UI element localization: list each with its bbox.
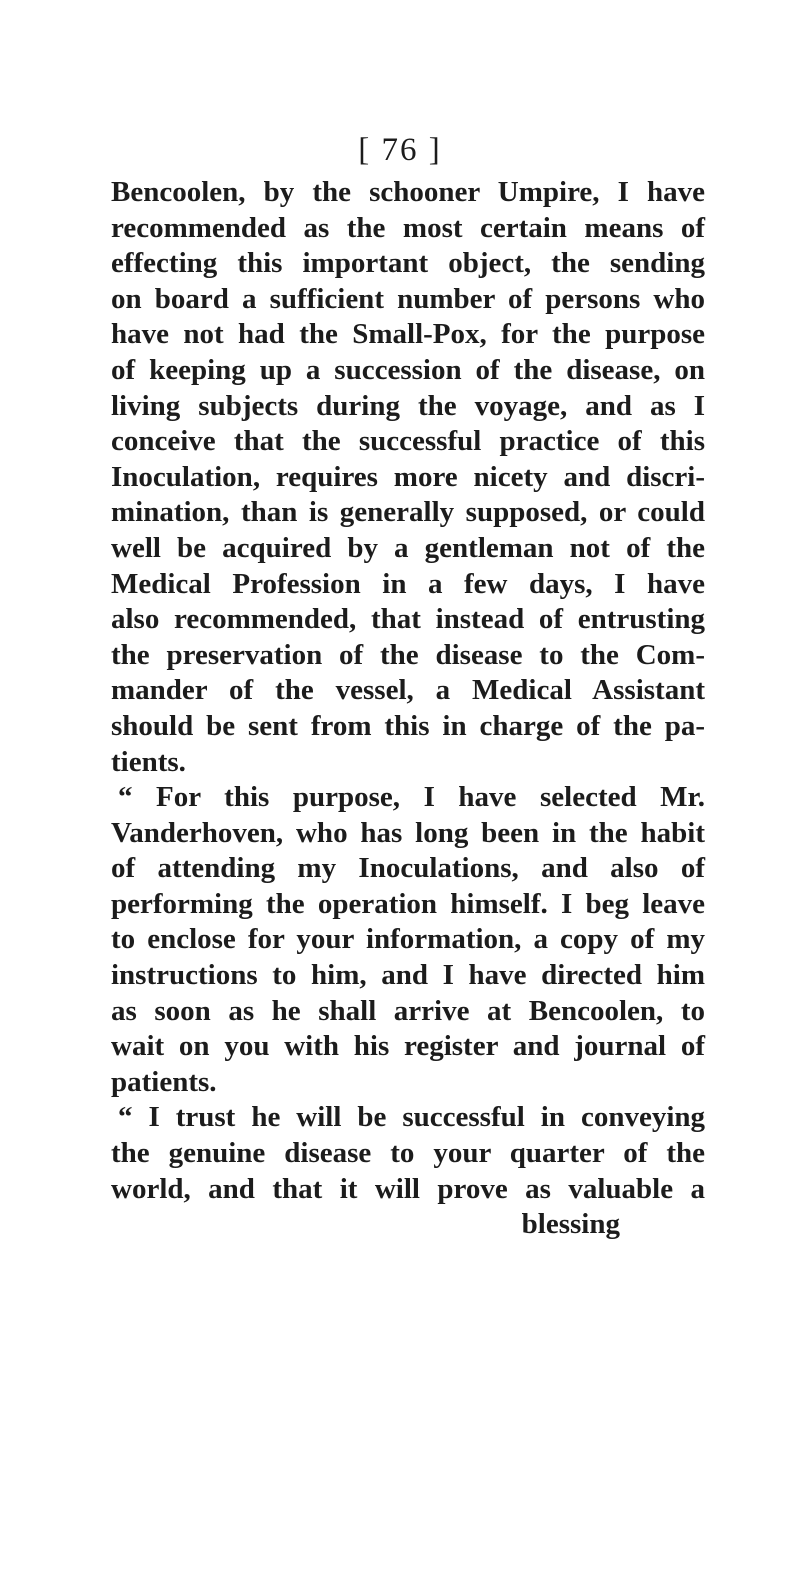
text-line: on board a sufficient number of persons who [111, 282, 705, 315]
text-line: “ For this purpose, I have selected Mr. [118, 781, 705, 814]
text-line: the preservation of the disease to the Com- [111, 638, 705, 671]
text-line: of keeping up a succession of the disease, on [111, 353, 705, 386]
text-line: as soon as he shall arrive at Bencoolen, to [111, 994, 705, 1027]
text-line: also recommended, that instead of entrusting [111, 603, 705, 636]
text-line: Inoculation, requires more nicety and discri- [111, 460, 705, 493]
text-line: to enclose for your information, a copy of my [111, 923, 705, 956]
body-text [111, 175, 705, 1243]
text-line: living subjects during the voyage, and as I [111, 389, 705, 422]
text-line: world, and that it will prove as valuable a [111, 1172, 705, 1205]
text-line: instructions to him, and I have directed him [111, 959, 705, 992]
text-line: have not had the Small-Pox, for the purpose [111, 318, 705, 351]
text-line: Medical Profession in a few days, I have [111, 567, 705, 600]
text-line: tients. [111, 745, 186, 778]
text-line: wait on you with his register and journal of [111, 1030, 705, 1063]
text-line: Vanderhoven, who has long been in the habit [111, 816, 705, 849]
text-line: performing the operation himself. I beg leave [111, 887, 705, 920]
text-line: well be acquired by a gentleman not of the [111, 531, 705, 564]
text-line: of attending my Inoculations, and also of [111, 852, 705, 885]
text-line: recommended as the most certain means of [111, 211, 705, 244]
text-line: patients. [111, 1065, 217, 1098]
text-line: mander of the vessel, a Medical Assistant [111, 674, 705, 707]
text-line: “ I trust he will be successful in conveying [118, 1101, 705, 1134]
text-line: effecting this important object, the sending [111, 247, 705, 280]
catchword: blessing [521, 1208, 620, 1241]
text-line: should be sent from this in charge of the pa- [111, 709, 705, 742]
text-line: conceive that the successful practice of this [111, 425, 705, 458]
page-number: [ 76 ] [358, 132, 442, 168]
text-line: Bencoolen, by the schooner Umpire, I have [111, 176, 705, 208]
text-line: the genuine disease to your quarter of the [111, 1137, 705, 1170]
text-line: mination, than is generally supposed, or could [111, 496, 705, 529]
